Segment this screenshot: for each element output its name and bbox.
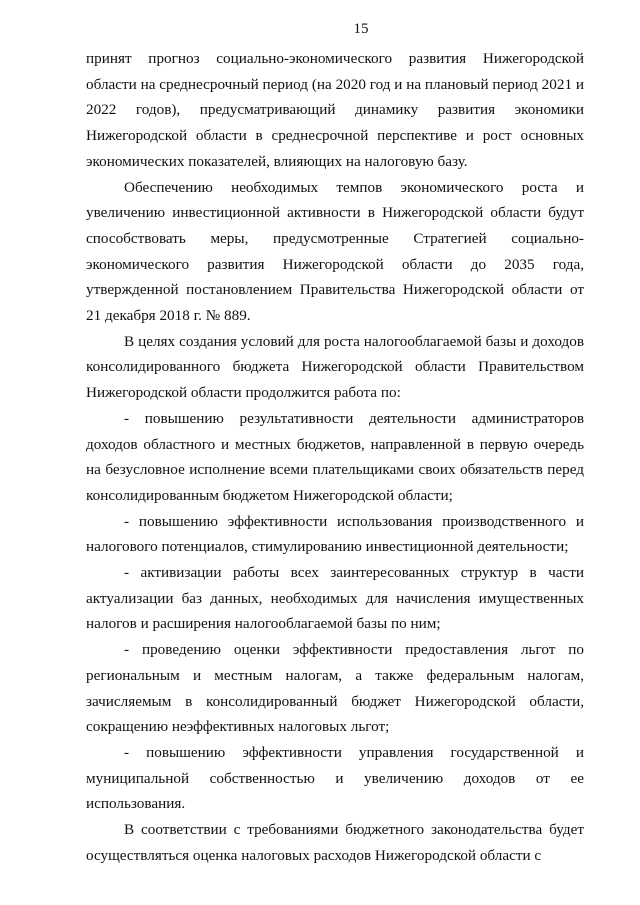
list-item-tax-benefits: - проведению оценки эффективности предоставления льгот по региональным и местным налогам, а также федеральным налогам, зачисляемым в консолидированный бюджет Нижегородской области, сокращению неэффективных налоговых льгот; — [86, 641, 584, 736]
list-item-potential: - повышению эффективности использования производственного и налогового потенциалов, стимулированию инвестиционной деятельности; — [86, 512, 584, 556]
paragraph-forecast: принят прогноз социально-экономического развития Нижегородской области на среднесрочный период (на 2020 год и на плановый период 2021 и 2022 годов), предусматривающий динамику развития экономики Нижегородской области в среднесрочной перспективе и рост основных экономических показателей, влияющих на налоговую базу. — [86, 50, 584, 170]
list-item-databases: - активизации работы всех заинтересованных структур в части актуализации баз данных, необходимых для начисления имущественных налогов и расширения налогооблагаемой базы по ним; — [86, 564, 584, 633]
paragraph-growth-measures: Обеспечению необходимых темпов экономического роста и увеличению инвестиционной активности в Нижегородской области будут способствовать меры, предусмотренные Стратегией социально-экономического развития Нижегородской области до 2035 года, утвержденной постановлением Правительства Нижегородской области от 21 декабря 2018 г. № 889. — [86, 178, 584, 325]
list-item-administrators: - повышению результативности деятельности администраторов доходов областного и местных бюджетов, направленной в первую очередь на безусловное исполнение всеми плательщиками своих обязательств перед консолидированным бюджетом Нижегородской области; — [86, 409, 584, 504]
list-item-property-management: - повышению эффективности управления государственной и муниципальной собственностью и увеличению доходов от ее использования. — [86, 743, 584, 813]
paragraph-tax-expenditures: В соответствии с требованиями бюджетного законодательства будет осуществляться оценка налоговых расходов Нижегородской области с — [86, 821, 584, 864]
paragraph-work-intro: В целях создания условий для роста налогооблагаемой базы и доходов консолидированного бюджета Нижегородской области Правительством Нижегородской области продолжится работа по: — [86, 332, 584, 402]
page-number: 15 — [353, 21, 369, 37]
